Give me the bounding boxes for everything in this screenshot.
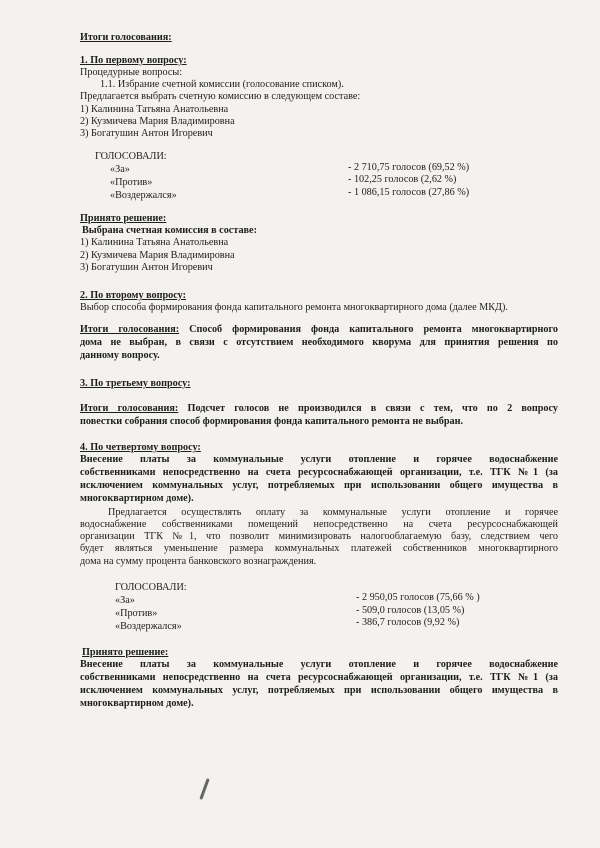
q2-text: Выбор способа формирования фонда капитального ремонта многоквартирного дома (далее МКД). [80, 302, 508, 313]
q1-item: 1.1. Избрание счетной комиссии (голосование списком). [100, 79, 344, 90]
q1-member-2: 2) Кузмичева Мария Владимировна [80, 116, 235, 127]
q1-decision: Выбрана счетная комиссия в составе: [82, 225, 257, 236]
q1-decision-member-1: 1) Калинина Татьяна Анатольевна [80, 237, 229, 248]
q4-bold-line-4: многоквартирном доме). [80, 493, 194, 504]
q1-decision-title: Принято решение: [80, 213, 167, 224]
ink-mark [199, 778, 209, 800]
q4-para-line-1: Предлагается осуществлять оплату за коммунальные услуги отопление и горячее [108, 507, 558, 518]
q1-decision-member-2: 2) Кузмичева Мария Владимировна [80, 250, 235, 261]
q1-vote-against-value: - 102,25 голосов (2,62 %) [348, 174, 457, 185]
q3-result-line-1 [80, 403, 558, 415]
q3-result-label: Итоги голосования: [80, 403, 179, 414]
q3-result-text-1: Подсчет голосов не производился в связи с тем, что по 2 вопросу [187, 403, 558, 414]
q2-result-line-3: данному вопросу. [80, 350, 160, 361]
q1-title: 1. По первому вопросу: [80, 55, 187, 66]
q2-result-line-1 [80, 324, 558, 336]
q2-result-label: Итоги голосования: [80, 324, 180, 335]
q4-decision-line-3: исключением коммунальных услуг, потребляемых при использовании общего имущества в [80, 685, 558, 696]
q4-vote-for-label: «За» [115, 595, 135, 606]
q4-decision-line-1: Внесение платы за коммунальные услуги отопление и горячее водоснабжение [80, 659, 558, 670]
q4-decision-line-4: многоквартирном доме). [80, 698, 194, 709]
q1-vote-against-label: «Против» [110, 177, 153, 188]
voting-results-header: Итоги голосования: [80, 32, 172, 43]
q1-voted-heading: ГОЛОСОВАЛИ: [95, 151, 167, 162]
q1-member-3: 3) Богатушин Антон Игоревич [80, 128, 213, 139]
q4-vote-abstain-label: «Воздержался» [115, 621, 182, 632]
q4-para-line-4: будет являться уменьшение размера коммунальных платежей собственников многоквартирного [80, 543, 558, 554]
q4-voted-heading: ГОЛОСОВАЛИ: [115, 582, 187, 593]
q1-decision-member-3: 3) Богатушин Антон Игоревич [80, 262, 213, 273]
q3-title: 3. По третьему вопросу: [80, 378, 191, 389]
q1-procedural: Процедурные вопросы: [80, 67, 183, 78]
q4-bold-line-3: исключением коммунальных услуг, потребляемых при использовании общего имущества в [80, 480, 558, 491]
q4-para-line-2: водоснабжение собственниками помещений непосредственно на счета ресурсоснабжающей [80, 519, 558, 530]
q4-bold-line-2: собственниками непосредственно на счета ресурсоснабжающей организации, т.е. ТГК №1 (за [80, 467, 558, 478]
q1-vote-abstain-label: «Воздержался» [110, 190, 177, 201]
q4-bold-line-1: Внесение платы за коммунальные услуги отопление и горячее водоснабжение [80, 454, 558, 465]
q4-para-line-5: дома на сумму процента банковского вознаграждения. [80, 556, 317, 567]
q4-para-line-3: организации ТГК №1, что позволит минимизировать налогооблагаемую базу, следствием чего [80, 531, 558, 542]
q4-vote-for-value: - 2 950,05 голосов (75,66 % ) [356, 592, 480, 603]
q2-result-text-1: Способ формирования фонда капитального ремонта многоквартирного [189, 324, 558, 335]
q4-vote-against-value: - 509,0 голосов (13,05 %) [356, 605, 465, 616]
q4-title: 4. По четвертому вопросу: [80, 442, 201, 453]
q1-member-1: 1) Калинина Татьяна Анатольевна [80, 104, 229, 115]
q4-vote-against-label: «Против» [115, 608, 158, 619]
q2-result-line-2: дома не выбран, в связи с отсутствием необходимого кворума для принятия решения по [80, 337, 558, 348]
q4-decision-title: Принято решение: [82, 647, 169, 658]
q2-title: 2. По второму вопросу: [80, 290, 187, 301]
q3-result-line-2: повестки собрания способ формирования фонда капитального ремонта не выбран. [80, 416, 464, 427]
q4-vote-abstain-value: - 386,7 голосов (9,92 %) [356, 617, 460, 628]
q1-vote-for-value: - 2 710,75 голосов (69,52 %) [348, 162, 470, 173]
q1-vote-abstain-value: - 1 086,15 голосов (27,86 %) [348, 187, 470, 198]
q4-decision-line-2: собственниками непосредственно на счета ресурсоснабжающей организации, т.е. ТГК №1 (за [80, 672, 558, 683]
q1-proposal: Предлагается выбрать счетную комиссию в следующем составе: [80, 91, 361, 102]
q1-vote-for-label: «За» [110, 164, 130, 175]
